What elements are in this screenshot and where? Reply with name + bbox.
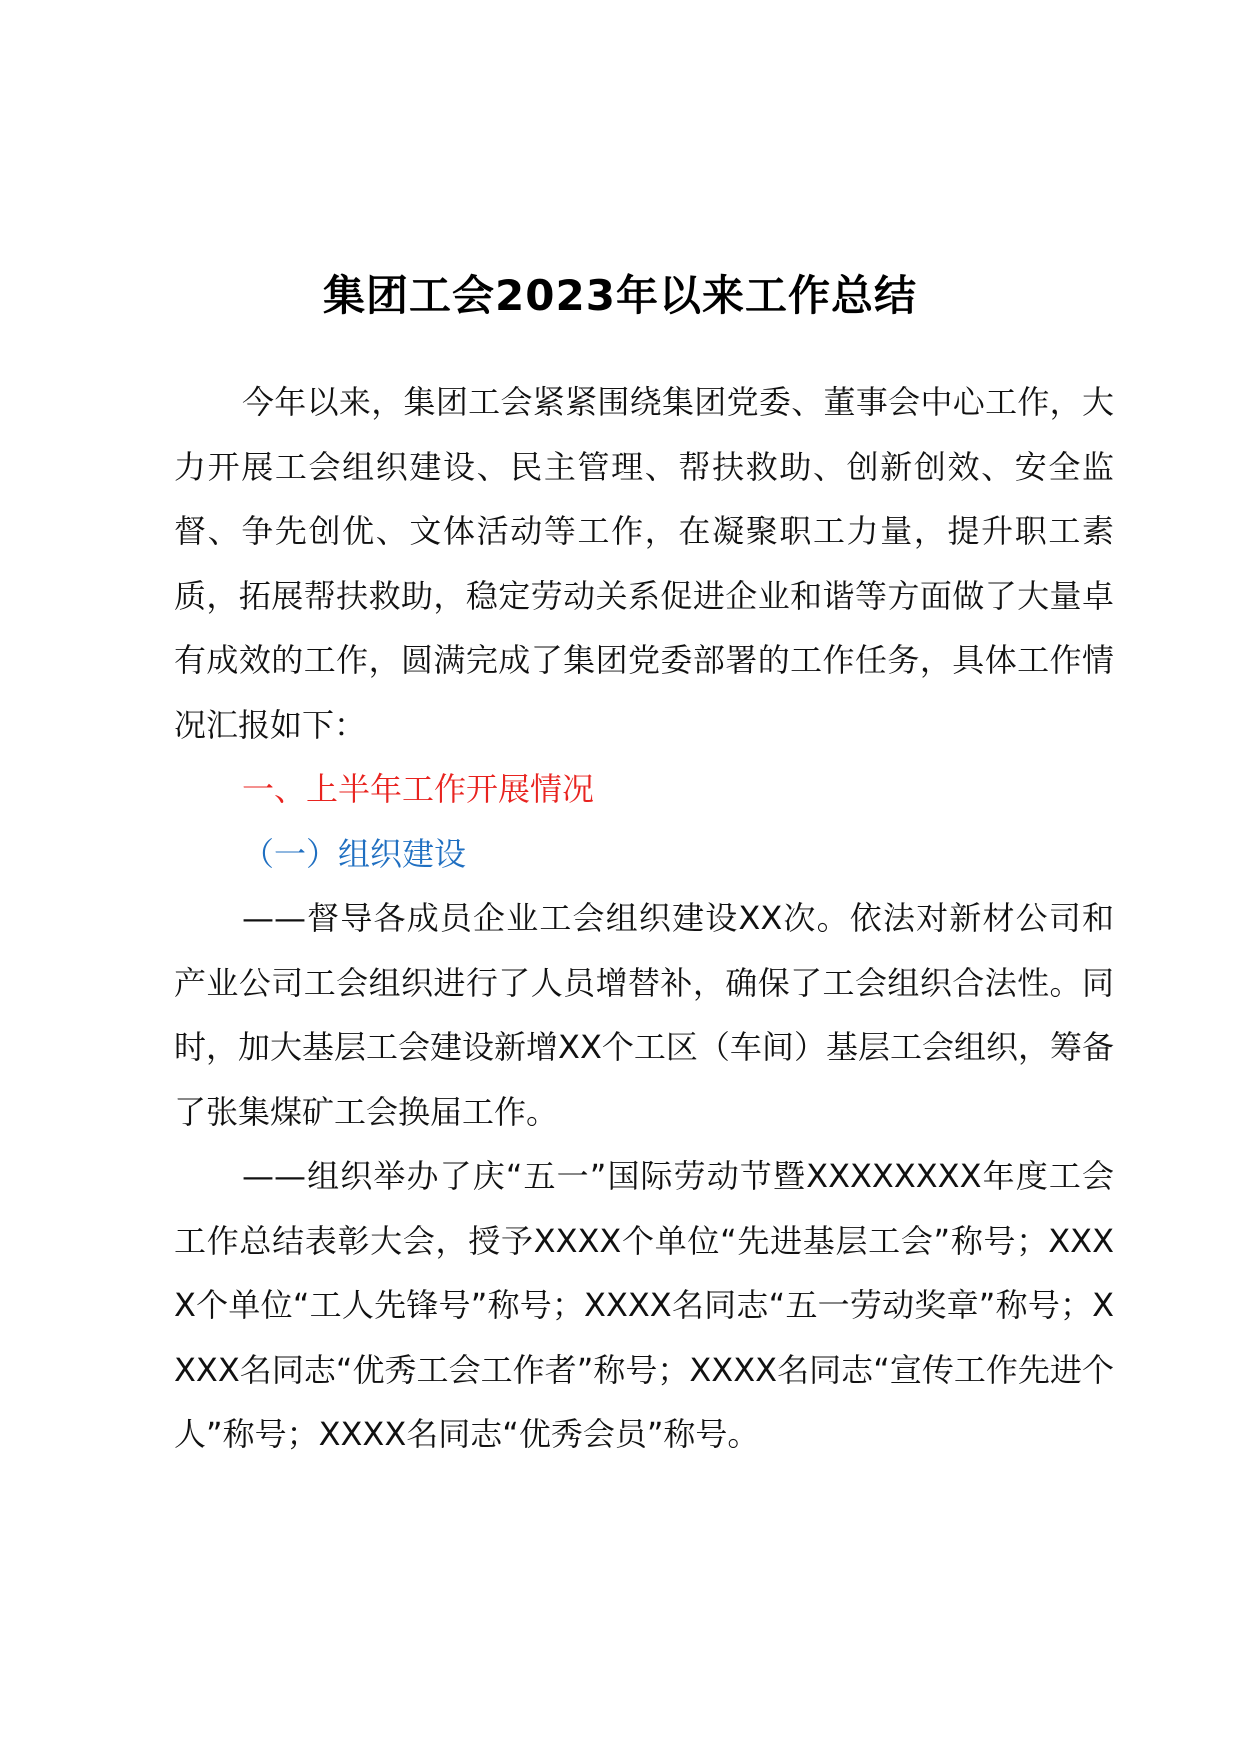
body-paragraph: ——督导各成员企业工会组织建设XX次。依法对新材公司和产业公司工会组织进行了人员增替补，确保了工会组织合法性。同时，加大基层工会建设新增XX个工区（车间）基层工会组织，筹备了张集煤矿工会换届工作。	[174, 899, 1114, 1131]
section-heading: 一、上半年工作开展情况	[242, 770, 595, 808]
intro-paragraph: 今年以来，集团工会紧紧围绕集团党委、董事会中心工作，大力开展工会组织建设、民主管理、帮扶救助、创新创效、安全监督、争先创优、文体活动等工作，在凝聚职工力量，提升职工素质，拓展帮扶救助，稳定劳动关系促进企业和谐等方面做了大量卓有成效的工作，圆满完成了集团党委部署的工作任务，具体工作情况汇报如下：	[174, 383, 1114, 744]
subsection-heading: （一）组织建设	[242, 834, 467, 873]
document-title: 集团工会2023年以来工作总结	[323, 271, 917, 320]
body-paragraph: ——组织举办了庆“五一”国际劳动节暨XXXXXXXX年度工会工作总结表彰大会，授予XXXX个单位“先进基层工会”称号；XXXX个单位“工人先锋号”称号；XXXX名同志“五一劳动奖章”称号；XXXX名同志“优秀工会工作者”称号；XXXX名同志“宣传工作先进个人”称号；XXXX名同志“优秀会员”称号。	[174, 1157, 1114, 1453]
document-body	[174, 370, 1114, 1467]
